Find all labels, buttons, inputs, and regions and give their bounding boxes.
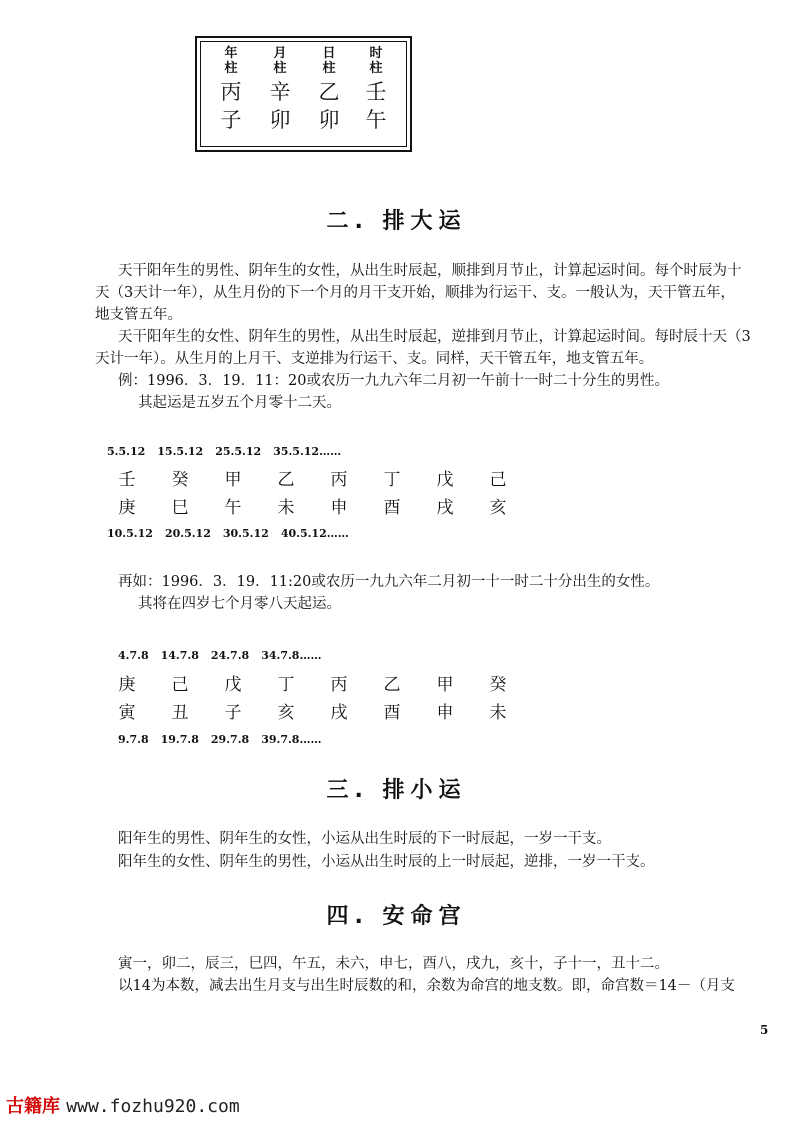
pillar-label-top: 日 xyxy=(322,46,336,61)
paragraph-line: 寅一，卯二，辰三，巳四，午五，未六，申七，酉八，戌九，亥十，子十一，丑十二。 xyxy=(118,956,669,972)
paragraph-line: 以14为本数，减去出生月支与出生时辰数的和，余数为命宫的地支数。即，命宫数＝14－（月支 xyxy=(118,978,735,994)
stem-char: 己 xyxy=(489,470,507,490)
stem-char: 癸 xyxy=(171,470,189,490)
paragraph-line: 天计一年）。从生月的上月干、支逆排为行运干、支。同样，天干管五年，地支管五年。 xyxy=(95,351,654,367)
branch-char: 寅 xyxy=(118,703,136,723)
branch-char: 庚 xyxy=(118,498,136,518)
age-value: 5.5.12 xyxy=(107,445,146,458)
age-value: 9.7.8 xyxy=(118,733,149,746)
age-value: 39.7.8…… xyxy=(261,733,322,746)
stem-char: 丁 xyxy=(383,470,401,490)
age-value: 29.7.8 xyxy=(210,733,250,746)
branch-char: 子 xyxy=(224,703,242,723)
stem-char: 丁 xyxy=(277,675,295,695)
pillar-label-top: 时 xyxy=(369,46,383,61)
branch-char: 巳 xyxy=(171,498,189,518)
pillar-branch: 午 xyxy=(365,108,387,132)
stem-char: 丙 xyxy=(330,675,348,695)
site-name: 古籍库 xyxy=(6,1096,60,1117)
stem-char: 癸 xyxy=(489,675,507,695)
pillar-stem: 壬 xyxy=(365,80,387,104)
paragraph-line: 地支管五年。 xyxy=(95,307,182,323)
pillar-hour xyxy=(356,46,396,134)
pillar-year xyxy=(211,46,251,134)
page-number: 5 xyxy=(760,1023,769,1037)
branch-char: 酉 xyxy=(383,498,401,518)
example-line: 其起运是五岁五个月零十二天。 xyxy=(138,395,341,411)
branch-char: 戌 xyxy=(436,498,454,518)
section-heading-xiaoyun: 三. 排小运 xyxy=(326,778,467,803)
stem-char: 戊 xyxy=(224,675,242,695)
pillar-branch: 卯 xyxy=(269,108,291,132)
age-row-top xyxy=(118,649,333,662)
age-value: 25.5.12 xyxy=(215,445,262,458)
pillar-label-bottom: 柱 xyxy=(322,61,336,76)
branch-char: 戌 xyxy=(330,703,348,723)
pillar-branch: 卯 xyxy=(318,108,340,132)
pillar-day xyxy=(309,46,349,134)
branch-char: 申 xyxy=(436,703,454,723)
age-value: 15.5.12 xyxy=(157,445,204,458)
age-value: 30.5.12 xyxy=(222,527,269,540)
age-value: 4.7.8 xyxy=(118,649,149,662)
stem-char: 甲 xyxy=(436,675,454,695)
pillar-label-bottom: 柱 xyxy=(369,61,383,76)
pillar-branch: 子 xyxy=(220,108,242,132)
four-pillars-table xyxy=(195,36,412,152)
stem-char: 乙 xyxy=(383,675,401,695)
age-value: 35.5.12…… xyxy=(273,445,342,458)
branch-char: 未 xyxy=(489,703,507,723)
section-heading-minggong: 四. 安命宫 xyxy=(326,904,467,929)
age-value: 19.7.8 xyxy=(160,733,199,746)
stem-char: 甲 xyxy=(224,470,242,490)
paragraph-line: 天干阳年生的男性、阴年生的女性，从出生时辰起，顺排到月节止，计算起运时间。每个时辰为十 xyxy=(118,263,742,279)
branch-char: 丑 xyxy=(171,703,189,723)
age-value: 20.5.12 xyxy=(164,527,211,540)
age-value: 34.7.8…… xyxy=(261,649,322,662)
paragraph-line: 天干阳年生的女性、阴年生的男性，从出生时辰起，逆排到月节止，计算起运时间。每时辰十天（3 xyxy=(118,329,751,345)
pillar-label-bottom: 柱 xyxy=(273,61,287,76)
pillar-stem: 丙 xyxy=(220,80,242,104)
site-url: www.fozhu920.com xyxy=(66,1096,240,1117)
branch-char: 午 xyxy=(224,498,242,518)
branch-char: 亥 xyxy=(489,498,507,518)
stem-char: 己 xyxy=(171,675,189,695)
pillar-label-top: 年 xyxy=(224,46,238,61)
stem-char: 丙 xyxy=(330,470,348,490)
pillar-stem: 辛 xyxy=(269,80,291,104)
stem-char: 戊 xyxy=(436,470,454,490)
example-line: 再如：1996．3．19．11:20或农历一九九六年二月初一十一时二十分出生的女性。 xyxy=(118,574,660,590)
stem-char: 乙 xyxy=(277,470,295,490)
site-watermark xyxy=(6,1092,240,1118)
age-value: 40.5.12…… xyxy=(280,527,349,540)
example-line: 例：1996．3．19．11：20或农历一九九六年二月初一午前十一时二十分生的男性。 xyxy=(118,373,669,389)
age-value: 14.7.8 xyxy=(160,649,199,662)
stem-char: 壬 xyxy=(118,470,136,490)
age-value: 10.5.12 xyxy=(107,527,153,540)
branch-char: 未 xyxy=(277,498,295,518)
stem-char: 庚 xyxy=(118,675,136,695)
section-heading-dayun: 二. 排大运 xyxy=(326,209,467,234)
paragraph-line: 阳年生的男性、阴年生的女性，小运从出生时辰的下一时辰起，一岁一干支。 xyxy=(118,831,611,847)
paragraph-line: 天（3天计一年），从生月份的下一个月的月干支开始，顺排为行运干、支。一般认为，天干管五年， xyxy=(95,285,735,301)
age-row-bottom xyxy=(107,527,361,540)
branch-char: 申 xyxy=(330,498,348,518)
paragraph-line: 阳年生的女性、阴年生的男性，小运从出生时辰的上一时辰起，逆排，一岁一干支。 xyxy=(118,854,655,870)
pillar-label-top: 月 xyxy=(273,46,287,61)
pillar-label-bottom: 柱 xyxy=(224,61,238,76)
pillar-stem: 乙 xyxy=(318,80,340,104)
example-line: 其将在四岁七个月零八天起运。 xyxy=(138,596,341,612)
age-row-top xyxy=(107,445,353,458)
branch-char: 酉 xyxy=(383,703,401,723)
branch-char: 亥 xyxy=(277,703,295,723)
age-row-bottom xyxy=(118,733,333,746)
pillar-month xyxy=(260,46,300,134)
age-value: 24.7.8 xyxy=(210,649,250,662)
